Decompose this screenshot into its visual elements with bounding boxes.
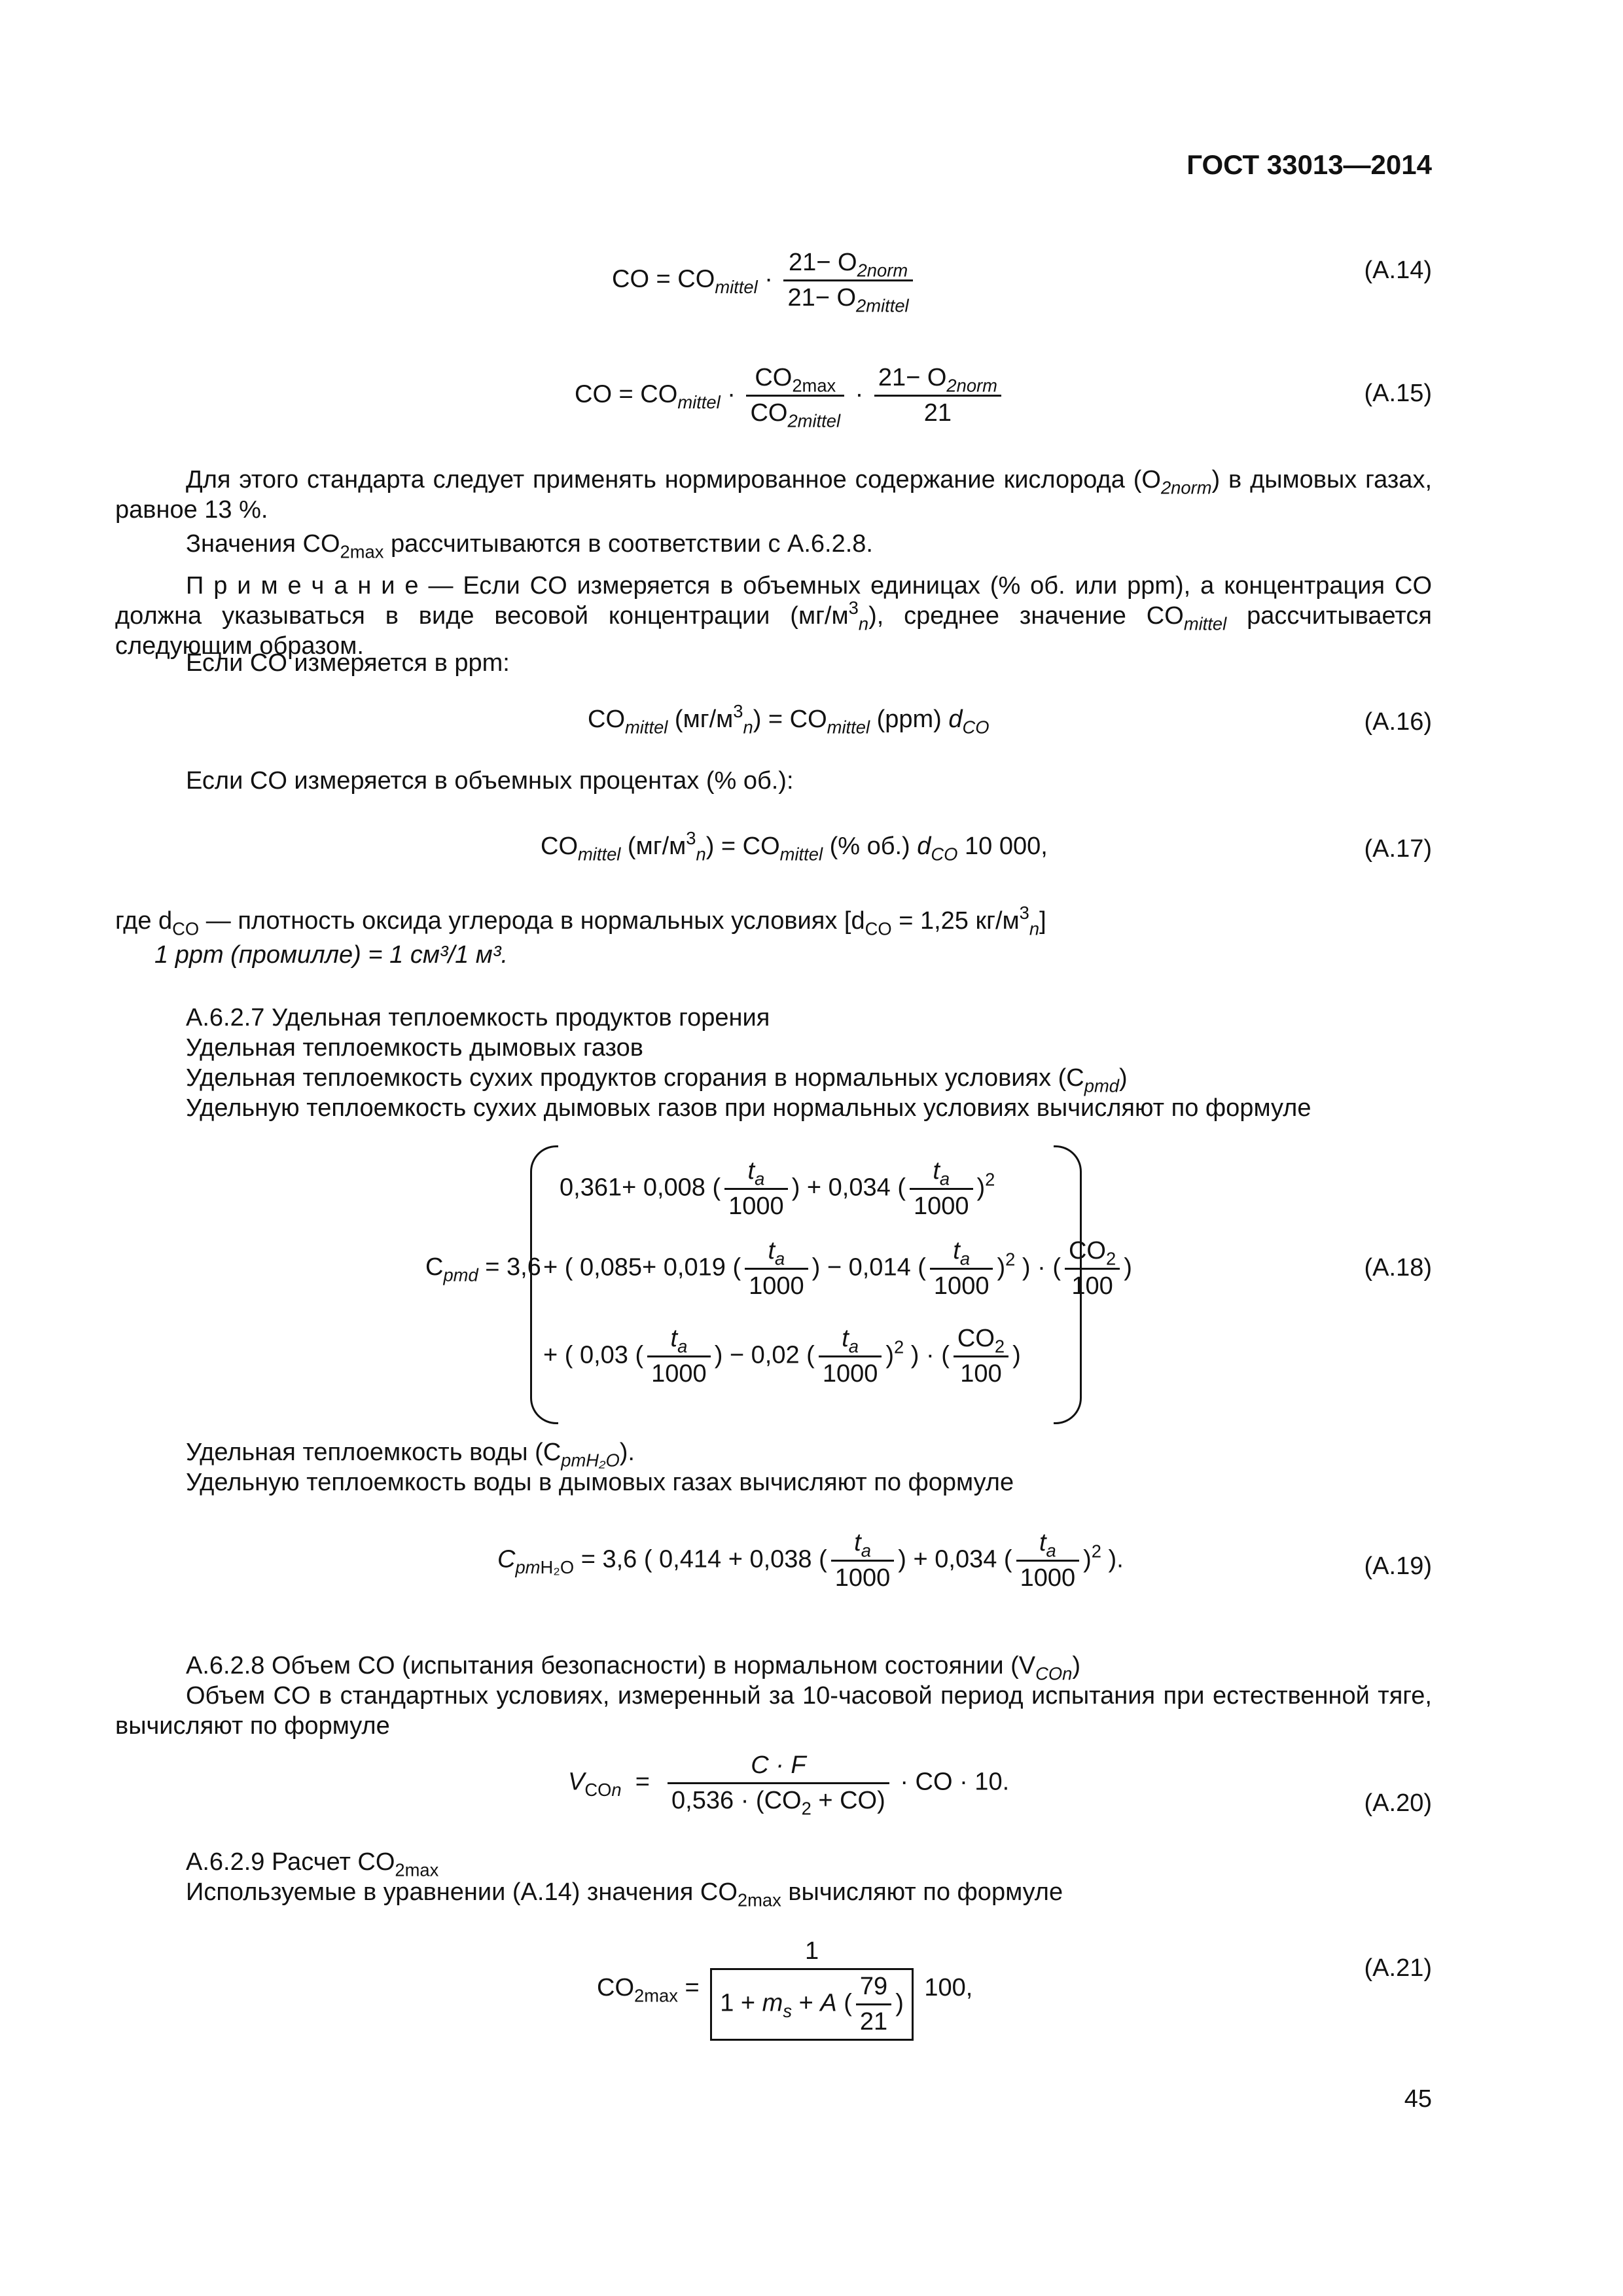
equation-number-a19: (А.19): [1364, 1552, 1432, 1580]
section-a629-body: Используемые в уравнении (А.14) значения $CO_{2max}$ вычисляют по формуле: [186, 1878, 1063, 1910]
section-a627-line2: Удельная теплоемкость сухих продуктов сгорания в нормальных условиях $(C_{pmd})$: [186, 1064, 1128, 1096]
section-a627-title: А.6.2.7 Удельная теплоемкость продуктов горения: [186, 1004, 770, 1031]
water-heat-line1: Удельная теплоемкость воды $(C_{pmH_2O})$.: [186, 1439, 635, 1471]
equation-number-a14: (А.14): [1364, 257, 1432, 284]
section-a628-title: А.6.2.8 Объем CO (испытания безопасности) в нормальном состоянии $(V_{COn})$: [186, 1652, 1081, 1684]
standard-header: ГОСТ 33013—2014: [1186, 149, 1432, 180]
note-paragraph: П р и м е ч а н и е — Если CO измеряется в объемных единицах (% об. или ppm), а концентрация CO должна указываться в виде весовой концентрации $(мг/м^3_n)$, среднее значение $CO_{mittel}$ рассчитывается следующим образом.: [115, 572, 1433, 660]
ppm-definition: 1 ppm (промилле) = 1 см³/1 м³.: [154, 941, 508, 969]
equation-a14: CO = $CO_{mittel}$ · $\frac{21- O_{2norm}}{21- O_{2mittel}}$: [612, 249, 917, 312]
equation-a21: $CO_{2max}$ = 1 $1 + m_s + A$ ( $\frac{79}{21}$ ) 100,: [597, 1937, 972, 2041]
paragraph-co2max: Значения $CO_{2max}$ рассчитываются в соответствии с А.6.2.8.: [186, 530, 873, 562]
where-definition: где $d_{CO}$ — плотность оксида углерода в нормальных условиях [$d_{CO} = 1,25$ $кг/м^3_n$]: [115, 902, 1046, 939]
water-heat-line2: Удельную теплоемкость воды в дымовых газах вычисляют по формуле: [186, 1469, 1014, 1496]
equation-a15: CO = $CO_{mittel}$ · $\frac{CO_{2max}}{CO_{2mittel}}$ · $\frac{21- O_{2norm}}{21}$: [575, 364, 1005, 427]
equation-a17: $CO_{mittel}$ $(мг/м^3_n) = CO_{mittel}$ (% об.) $d_{CO}$ 10 000,: [541, 827, 1048, 865]
equation-number-a18: (А.18): [1364, 1254, 1432, 1282]
volume-intro: Если CO измеряется в объемных процентах (% об.):: [186, 767, 794, 795]
equation-number-a17: (А.17): [1364, 835, 1432, 863]
equation-number-a16: (А.16): [1364, 708, 1432, 736]
equation-a19: $C_{pmH_2O} = 3,6$ ( 0,414 + 0,038 ( $\frac{t_a}{1000}$ ) + 0,034 ( $\frac{t_a}{1000}$ )$^2$ ).: [497, 1529, 1124, 1592]
page-number: 45: [1404, 2085, 1432, 2113]
section-a627-line1: Удельная теплоемкость дымовых газов: [186, 1034, 643, 1062]
equation-number-a21: (А.21): [1364, 1954, 1432, 1982]
equation-number-a15: (А.15): [1364, 380, 1432, 407]
ppm-intro: Если CO измеряется в ppm:: [186, 649, 510, 677]
section-a627-line3: Удельную теплоемкость сухих дымовых газов при нормальных условиях вычисляют по формуле: [186, 1094, 1311, 1122]
equation-a18: $C_{pmd} = 3,6$ 0,361+ 0,008 ( $\frac{t_a}{1000}$ ) + 0,034 ( $\frac{t_a}{1000}$ )$^2$ + ( 0,085+ 0,019 ( $\frac{t_a}{1000}$ ) − 0,014 ( $\frac{t_a}{1000}$ )$^2$ ) · ( $\frac{CO_2}{100}$ ) + ( 0,03 ( $\frac{t_a}{1000}$ ) − 0,02 ( $\frac{t_a}{1000}$ )$^2$ ) · ( $\frac{CO_2}{100}$ ): [425, 1145, 1093, 1420]
section-a629-title: А.6.2.9 Расчет $CO_{2max}$: [186, 1848, 439, 1880]
paragraph-oxygen-norm: Для этого стандарта следует применять нормированное содержание кислорода $(O_{2norm})$ в дымовых газах, равное 13 %.: [115, 466, 1433, 524]
section-a628-body: Объем CO в стандартных условиях, измеренный за 10-часовой период испытания при естественной тяге, вычисляют по формуле: [115, 1682, 1432, 1740]
equation-a20: $V_{COn}$ = $\frac{C \cdot F}{0,536 \cdot (CO_2 + CO)}$ · CO · 10.: [568, 1751, 1010, 1819]
equation-number-a20: (А.20): [1364, 1789, 1432, 1817]
equation-a16: $CO_{mittel}$ $(мг/м^3_n) = CO_{mittel}$ (ppm) $d_{CO}$: [588, 700, 990, 738]
note-label: П р и м е ч а н и е: [186, 572, 419, 600]
